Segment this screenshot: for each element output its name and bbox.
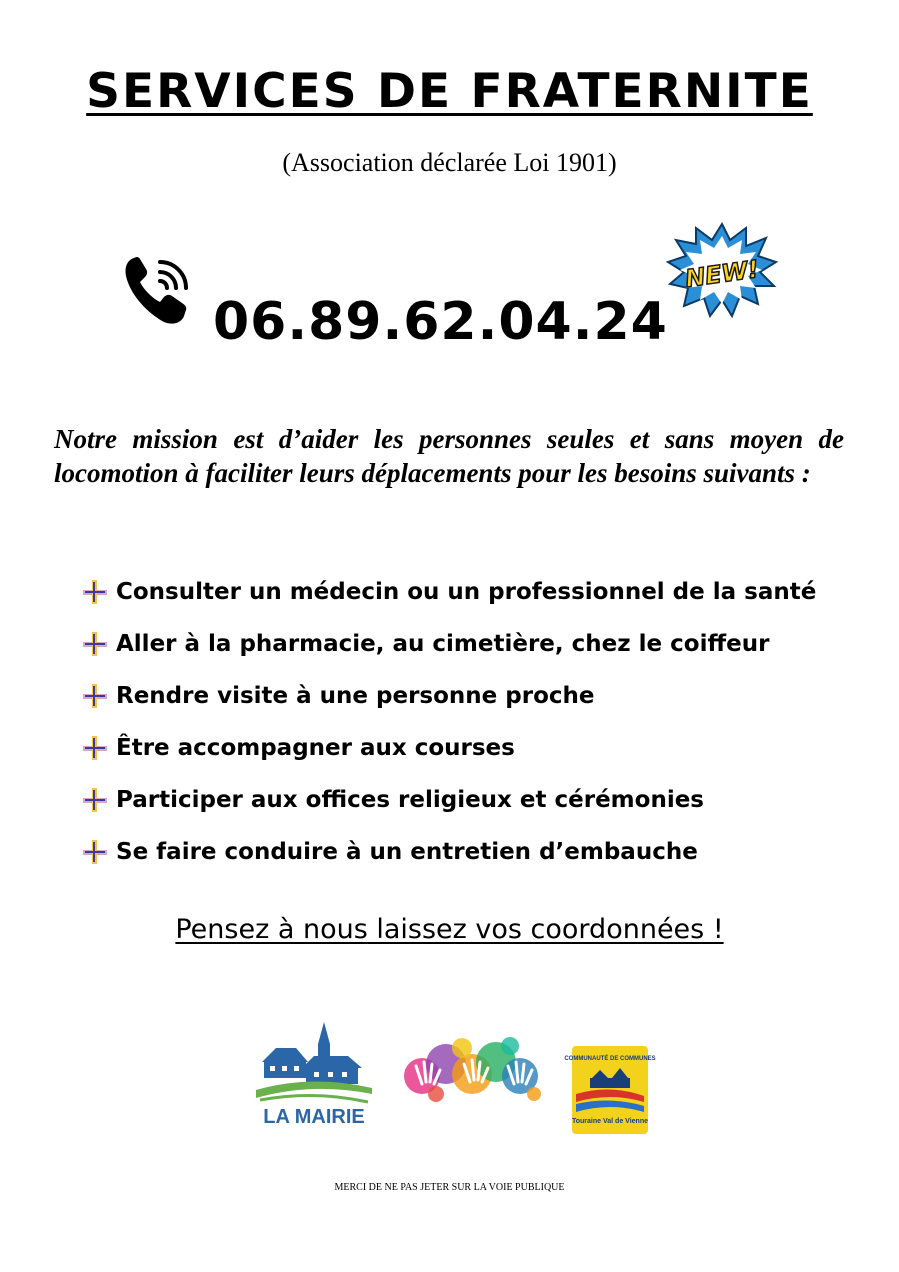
needs-list (82, 566, 872, 878)
list-item-label: Se faire conduire à un entretien d’embauche (116, 839, 698, 865)
mission-statement: Notre mission est d’aider les personnes seules et sans moyen de locomotion à faciliter leurs déplacements pour les besoins suivants : (54, 424, 844, 488)
new-badge-text: NEW! (683, 254, 761, 294)
new-badge-icon (666, 222, 778, 318)
plus-bullet-icon (82, 787, 108, 813)
list-item (82, 618, 872, 670)
plus-bullet-icon (82, 735, 108, 761)
plus-bullet-icon (82, 579, 108, 605)
colorful-hands-logo-icon (392, 1018, 552, 1122)
list-item-label: Aller à la pharmacie, au cimetière, chez le coiffeur (116, 631, 770, 657)
phone-number: 06.89.62.04.24 (213, 292, 668, 352)
footer-notice: MERCI DE NE PAS JETER SUR LA VOIE PUBLIQUE (334, 1182, 565, 1193)
mairie-logo-label: LA MAIRIE (263, 1106, 365, 1128)
community-logo-label: Touraine Val de Vienne (572, 1118, 648, 1125)
list-item-label: Rendre visite à une personne proche (116, 683, 595, 709)
community-logo-top-text: COMMUNAUTÉ DE COMMUNES (564, 1056, 656, 1062)
list-item (82, 722, 872, 774)
list-item (82, 774, 872, 826)
list-item-label: Participer aux offices religieux et cérémonies (116, 787, 704, 813)
plus-bullet-icon (82, 839, 108, 865)
plus-bullet-icon (82, 683, 108, 709)
list-item (82, 826, 872, 878)
call-to-action: Pensez à nous laissez vos coordonnées ! (175, 914, 724, 945)
page-title: SERVICES DE FRATERNITE (86, 64, 813, 119)
list-item-label: Consulter un médecin ou un professionnel de la santé (116, 579, 817, 605)
phone-ringing-icon (120, 250, 200, 330)
list-item (82, 566, 872, 618)
page-subtitle: (Association déclarée Loi 1901) (282, 148, 617, 177)
plus-bullet-icon (82, 631, 108, 657)
list-item (82, 670, 872, 722)
list-item-label: Être accompagner aux courses (116, 735, 515, 761)
